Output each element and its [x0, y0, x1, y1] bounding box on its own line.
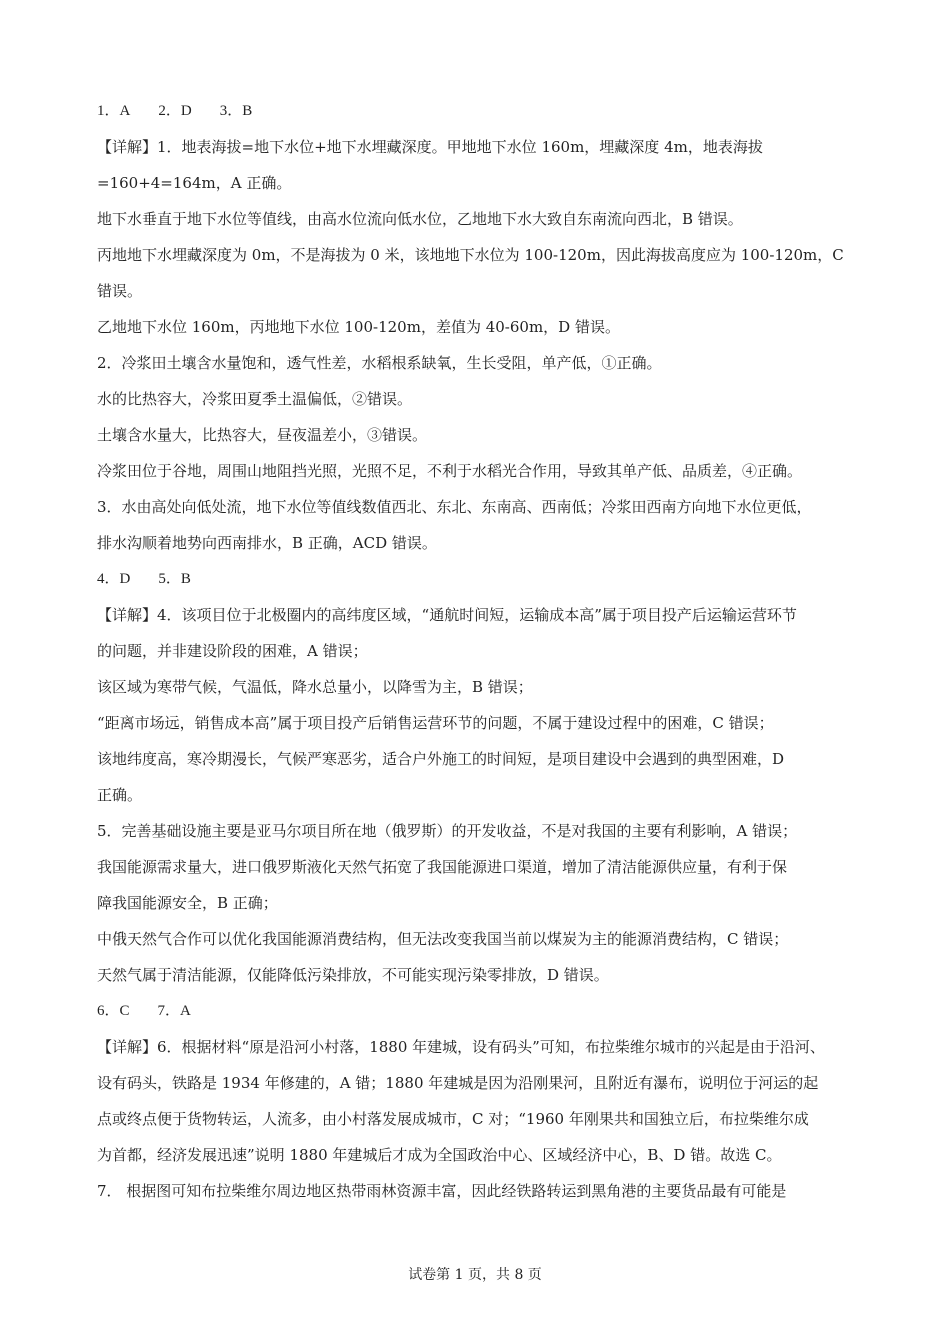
answer-item: 1．A	[97, 103, 131, 119]
answer-row	[97, 93, 857, 129]
text-line: 土壤含水量大，比热容大，昼夜温差小，③错误。	[97, 426, 428, 444]
text-line: 点或终点便于货物转运，人流多，由小村落发展成城市，C 对；“1960 年刚果共和国独立后，布拉柴维尔成	[97, 1110, 809, 1128]
text-line: 正确。	[97, 786, 143, 804]
text-line: 2．冷浆田土壤含水量饱和，透气性差，水稻根系缺氧，生长受阻，单产低，①正确。	[97, 354, 662, 372]
text-line: 错误。	[97, 282, 143, 300]
text-line: 【详解】1．地表海拔=地下水位+地下水埋藏深度。甲地地下水位 160m，埋藏深度 4m，地表海拔	[97, 138, 763, 156]
text-line: 为首都，经济发展迅速”说明 1880 年建城后才成为全国政治中心、区域经济中心，B、D 错。故选 C。	[97, 1146, 782, 1164]
text-line: 冷浆田位于谷地，周围山地阻挡光照，光照不足，不利于水稻光合作用，导致其单产低、品质差，④正确。	[97, 462, 803, 480]
text-line: 障我国能源安全，B 正确；	[97, 894, 278, 912]
text-line: “距离市场远，销售成本高”属于项目投产后销售运营环节的问题，不属于建设过程中的困难，C 错误；	[97, 714, 774, 732]
answer-row	[97, 993, 857, 1029]
page-footer: 试卷第 1 页，共 8 页	[408, 1267, 542, 1283]
answer-key-content	[97, 93, 857, 1209]
text-line: 3．水由高处向低处流，地下水位等值线数值西北、东北、东南高、西南低；冷浆田西南方向地下水位更低，	[97, 498, 812, 516]
text-line: 的问题，并非建设阶段的困难，A 错误；	[97, 642, 368, 660]
text-line: 天然气属于清洁能源，仅能降低污染排放，不可能实现污染零排放，D 错误。	[97, 966, 609, 984]
text-line: 【详解】6．根据材料“原是沿河小村落，1880 年建城，设有码头”可知，布拉柴维尔城市的兴起是由于沿河、	[97, 1038, 825, 1056]
text-line: 丙地地下水埋藏深度为 0m，不是海拔为 0 米，该地地下水位为 100-120m，因此海拔高度应为 100-120m，C	[97, 246, 844, 264]
text-line: 排水沟顺着地势向西南排水，B 正确，ACD 错误。	[97, 534, 437, 552]
answer-item: 6．C	[97, 1003, 130, 1019]
text-line: 7． 根据图可知布拉柴维尔周边地区热带雨林资源丰富，因此经铁路转运到黑角港的主要货品最有可能是	[97, 1182, 787, 1200]
text-line: 【详解】4．该项目位于北极圈内的高纬度区域，“通航时间短，运输成本高”属于项目投产后运输运营环节	[97, 606, 797, 624]
text-line: 设有码头，铁路是 1934 年修建的，A 错；1880 年建城是因为沿刚果河，且附近有瀑布，说明位于河运的起	[97, 1074, 819, 1092]
text-line: 地下水垂直于地下水位等值线，由高水位流向低水位，乙地地下水大致自东南流向西北，B 错误。	[97, 210, 743, 228]
text-line: 乙地地下水位 160m，丙地地下水位 100-120m，差值为 40-60m，D 错误。	[97, 318, 620, 336]
text-line: =160+4=164m，A 正确。	[97, 174, 292, 192]
text-line: 该地纬度高，寒冷期漫长，气候严寒恶劣，适合户外施工的时间短，是项目建设中会遇到的典型困难，D	[97, 750, 785, 768]
answer-item: 5．B	[158, 571, 191, 587]
answer-item: 3．B	[219, 103, 253, 119]
text-line: 中俄天然气合作可以优化我国能源消费结构，但无法改变我国当前以煤炭为主的能源消费结构，C 错误；	[97, 930, 789, 948]
answer-item: 2．D	[158, 103, 192, 119]
text-line: 该区域为寒带气候，气温低，降水总量小，以降雪为主，B 错误；	[97, 678, 533, 696]
text-line: 5．完善基础设施主要是亚马尔项目所在地（俄罗斯）的开发收益，不是对我国的主要有利影响，A 错误；	[97, 822, 798, 840]
answer-item: 7．A	[157, 1003, 191, 1019]
text-line: 我国能源需求量大，进口俄罗斯液化天然气拓宽了我国能源进口渠道，增加了清洁能源供应量，有利于保	[97, 858, 788, 876]
text-line: 水的比热容大，冷浆田夏季土温偏低，②错误。	[97, 390, 413, 408]
answer-row	[97, 561, 857, 597]
answer-item: 4．D	[97, 571, 131, 587]
